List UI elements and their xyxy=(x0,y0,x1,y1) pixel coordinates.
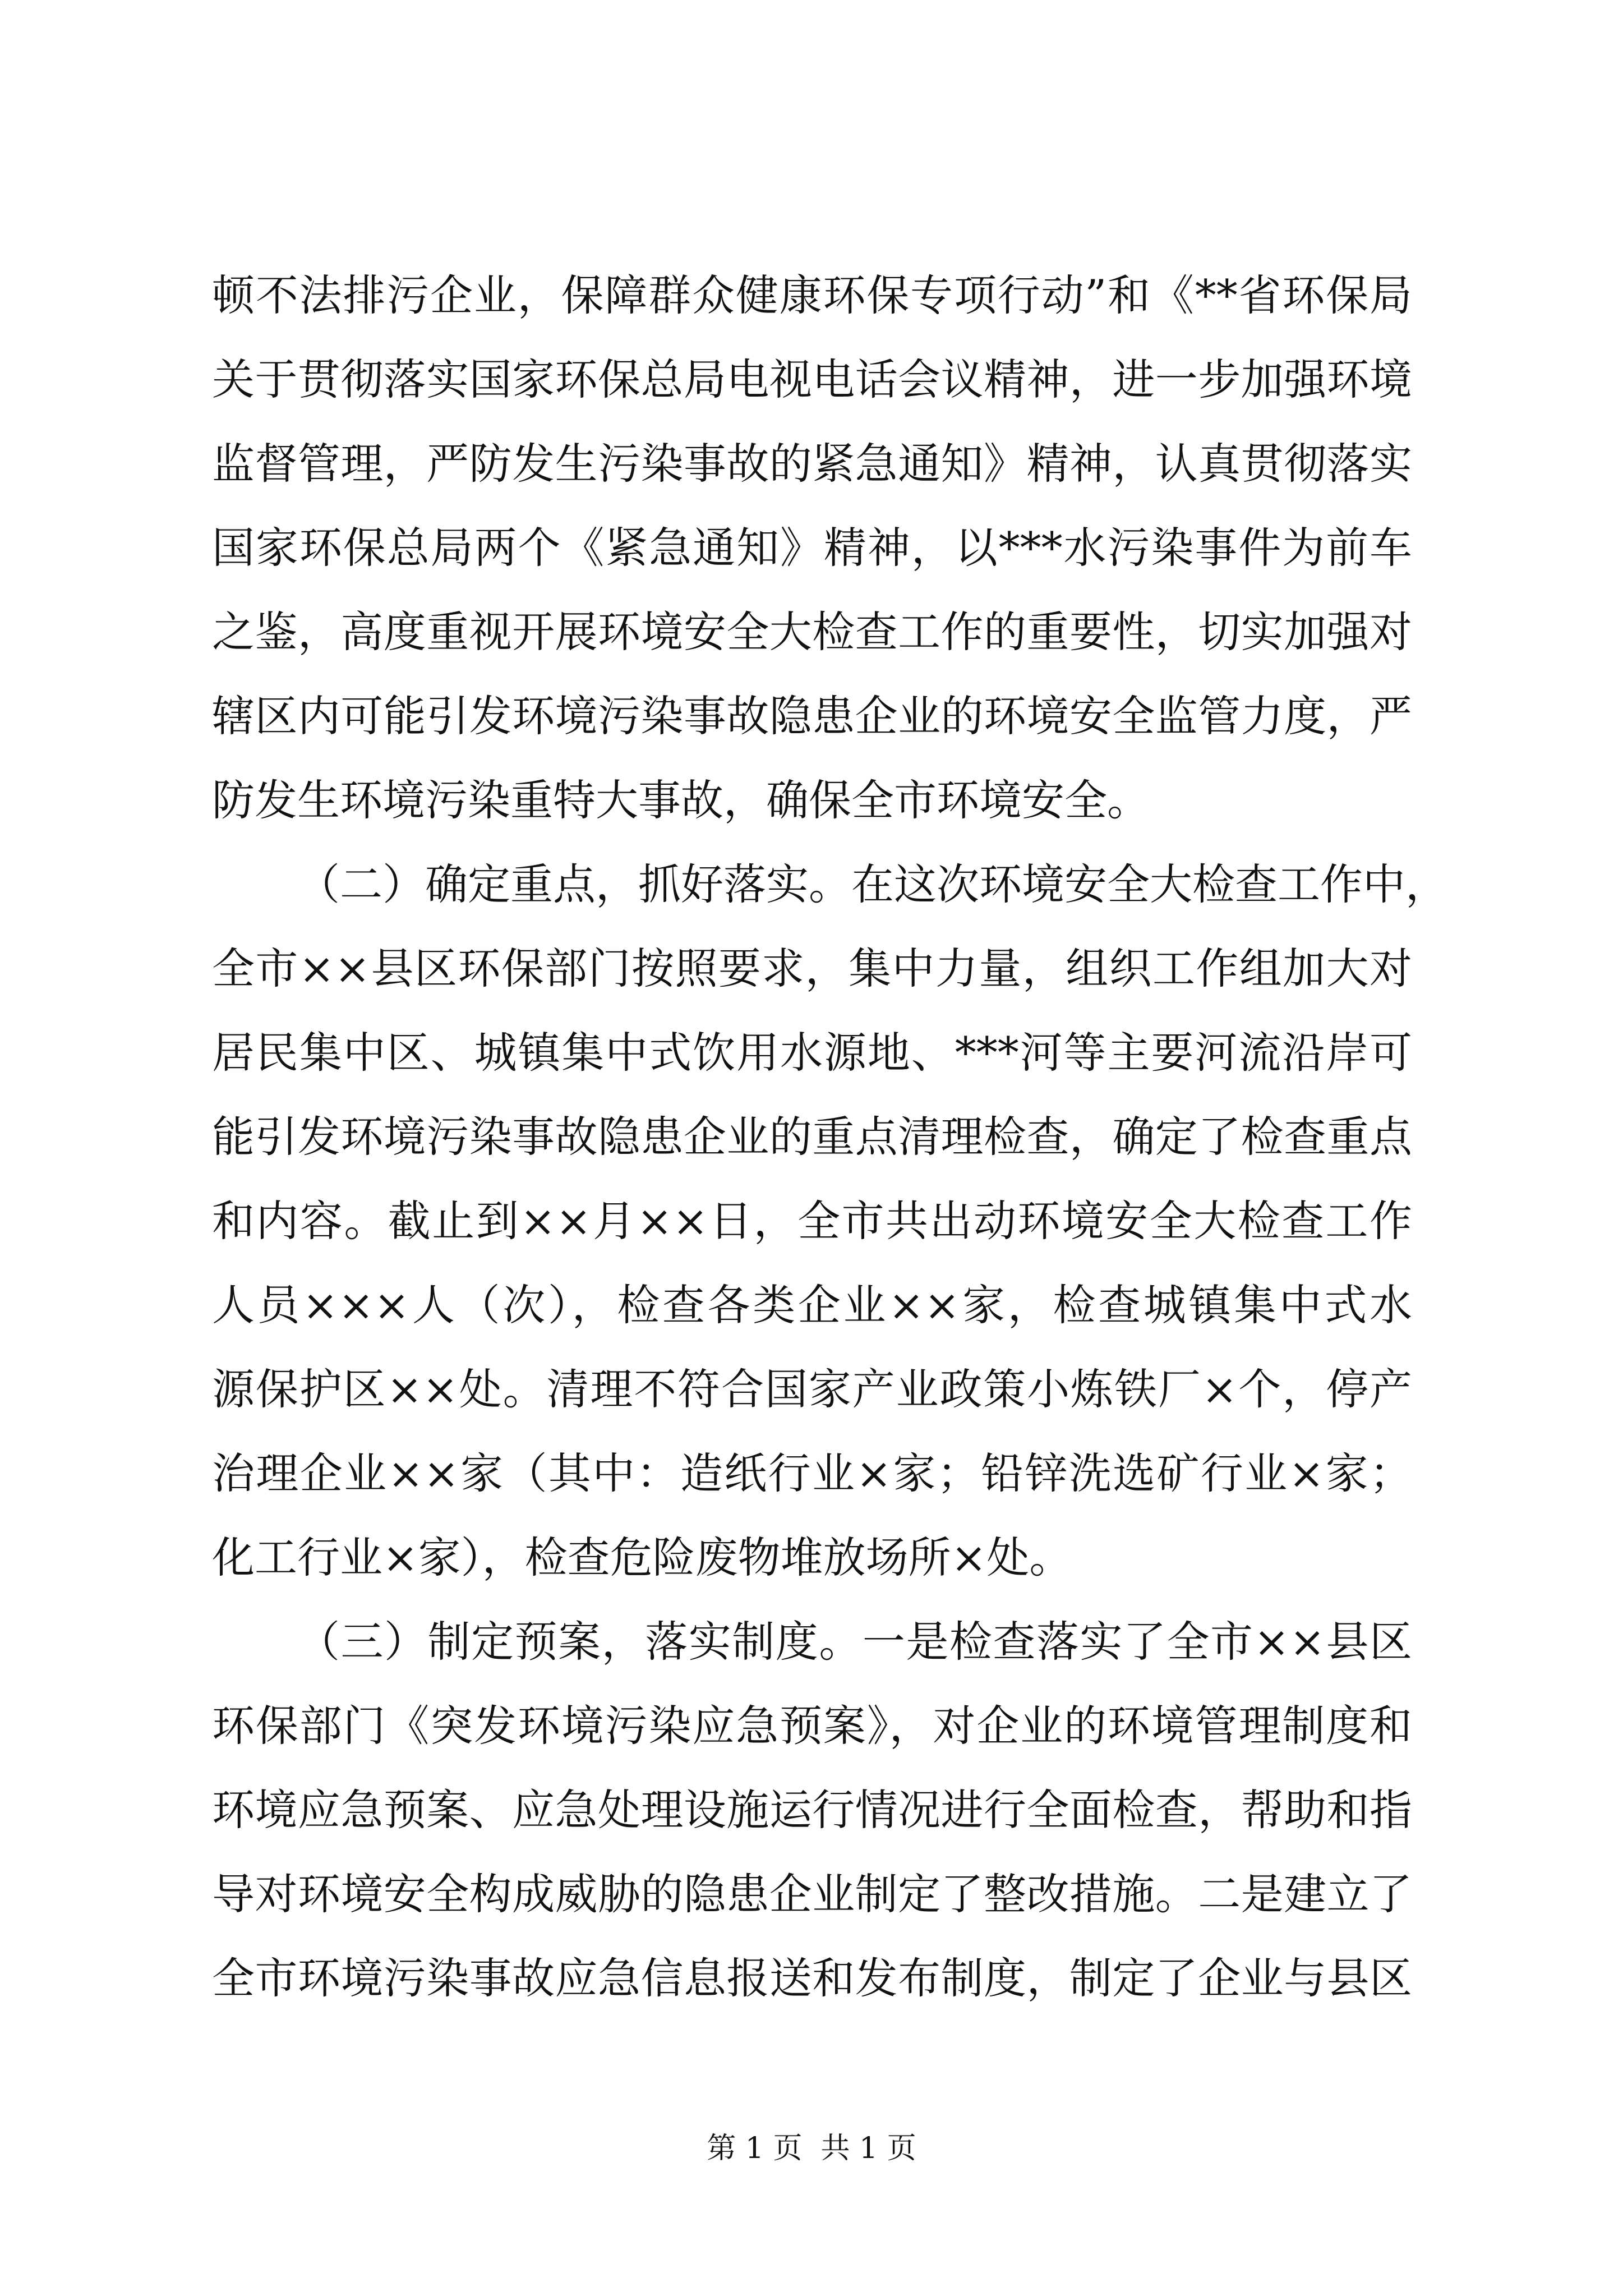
page-footer xyxy=(0,2129,1623,2168)
text-line: 关于贯彻落实国家环保总局电视电话会议精神，进一步加强环境 xyxy=(212,355,1412,404)
text-line: 环境应急预案、应急处理设施运行情况进行全面检查，帮助和指 xyxy=(212,1785,1412,1835)
document-body xyxy=(212,254,1448,2021)
text-line: 全市环境污染事故应急信息报送和发布制度，制定了企业与县区 xyxy=(212,1953,1412,2003)
text-line: 治理企业××家（其中：造纸行业×家；铅锌洗选矿行业×家； xyxy=(212,1448,1412,1498)
text-line: 防发生环境污染重特大事故，确保全市环境安全。 xyxy=(212,775,1150,825)
text-line: 和内容。截止到××月××日，全市共出动环境安全大检查工作 xyxy=(212,1196,1412,1246)
page-number-label: 第 1 页 共 1 页 xyxy=(707,2132,916,2165)
text-line: 导对环境安全构成威胁的隐患企业制定了整改措施。二是建立了 xyxy=(212,1869,1412,1919)
text-line: 国家环保总局两个《紧急通知》精神，以***水污染事件为前车 xyxy=(212,523,1412,573)
text-line: 监督管理，严防发生污染事故的紧急通知》精神，认真贯彻落实 xyxy=(212,439,1412,489)
text-line: 全市××县区环保部门按照要求，集中力量，组织工作组加大对 xyxy=(212,944,1412,993)
text-line: 辖区内可能引发环境污染事故隐患企业的环境安全监管力度，严 xyxy=(212,691,1412,741)
text-line: 环保部门《突发环境污染应急预案》，对企业的环境管理制度和 xyxy=(212,1701,1412,1751)
text-line: 之鉴，高度重视开展环境安全大检查工作的重要性，切实加强对 xyxy=(212,607,1412,657)
text-line: 居民集中区、城镇集中式饮用水源地、***河等主要河流沿岸可 xyxy=(212,1028,1412,1078)
text-line: 能引发环境污染事故隐患企业的重点清理检查，确定了检查重点 xyxy=(212,1112,1412,1162)
text-line: 化工行业×家），检查危险废物堆放场所×处。 xyxy=(212,1533,1072,1582)
text-line: 源保护区××处。清理不符合国家产业政策小炼铁厂×个，停产 xyxy=(212,1364,1412,1414)
text-line: （二）确定重点，抓好落实。在这次环境安全大检查工作中， xyxy=(297,859,1448,909)
text-line: （三）制定预案，落实制度。一是检查落实了全市××县区 xyxy=(297,1617,1412,1667)
text-line: 人员×××人（次），检查各类企业××家，检查城镇集中式水 xyxy=(212,1280,1412,1330)
text-line: 顿不法排污企业，保障群众健康环保专项行动”和《**省环保局 xyxy=(212,270,1412,320)
